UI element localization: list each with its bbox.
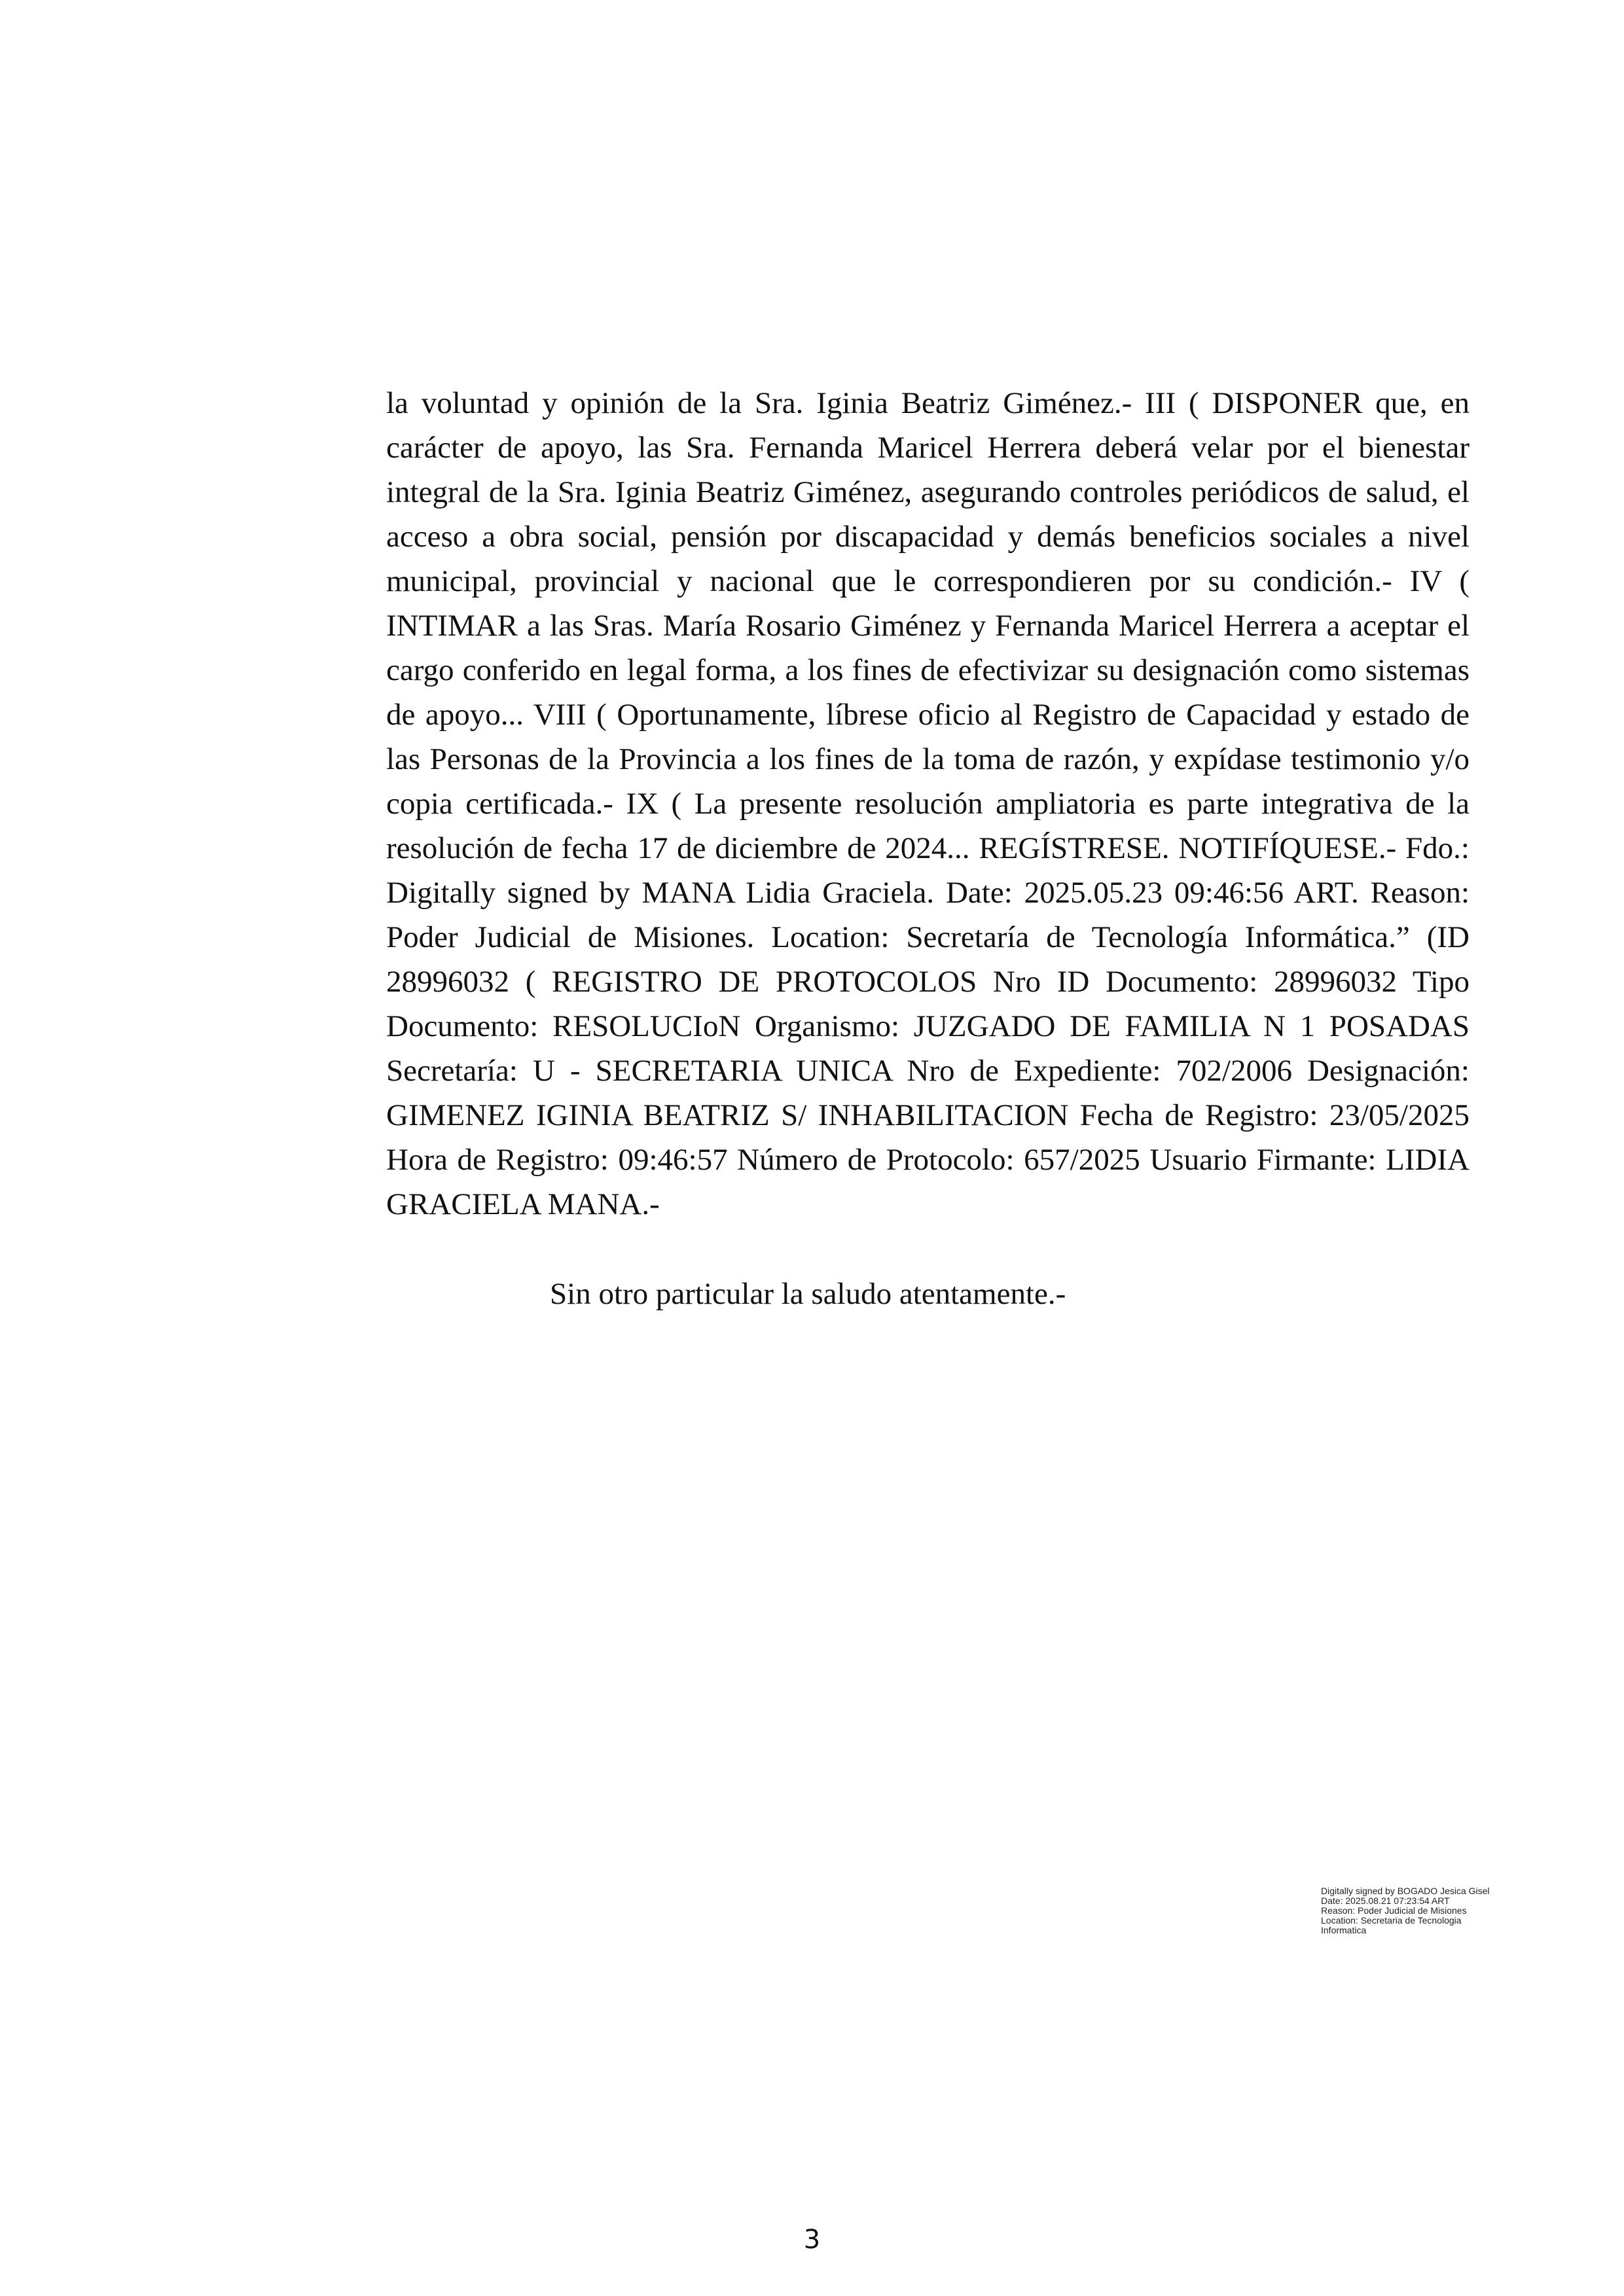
page-number: 3: [803, 2225, 821, 2255]
digital-signature-stamp: [1321, 1886, 1550, 1935]
signature-date: Date: 2025.08.21 07:23:54 ART: [1321, 1895, 1450, 1906]
signature-location: Location: Secretaria de Tecnologia: [1321, 1915, 1462, 1926]
signature-reason: Reason: Poder Judicial de Misiones: [1321, 1905, 1467, 1916]
body-paragraph: la voluntad y opinión de la Sra. Iginia Beatriz Giménez.- III ( DISPONER que, en carácter de apoyo, las Sra. Fernanda Maricel Herrera deberá velar por el bienestar integral de la Sra. Iginia Beatriz Giménez, asegurando controles periódicos de salud, el acceso a obra social, pensión por discapacidad y demás beneficios sociales a nivel municipal, provincial y nacional que le correspondieren por su condición.- IV ( INTIMAR a las Sras. María Rosario Giménez y Fernanda Maricel Herrera a aceptar el cargo conferido en legal forma, a los fines de efectivizar su designación como sistemas de apoyo... VIII ( Oportunamente, líbrese oficio al Registro de Capacidad y estado de las Personas de la Provincia a los fines de la toma de razón, y expídase testimonio y/o copia certificada.- IX ( La presente resolución ampliatoria es parte integrativa de la resolución de fecha 17 de diciembre de 2024... REGÍSTRESE. NOTIFÍQUESE.- Fdo.: Digitally signed by MANA Lidia Graciela. Date: 2025.05.23 09:46:56 ART. Reason: Poder Judicial de Misiones. Location: Secretaría de Tecnología Informática.” (ID 28996032 ( REGISTRO DE PROTOCOLOS Nro ID Documento: 28996032 Tipo Documento: RESOLUCIoN Organismo: JUZGADO DE FAMILIA N 1 POSADAS Secretaría: U - SECRETARIA UNICA Nro de Expediente: 702/2006 Designación: GIMENEZ IGINIA BEATRIZ S/ INHABILITACION Fecha de Registro: 23/05/2025 Hora de Registro: 09:46:57 Número de Protocolo: 657/2025 Usuario Firmante: LIDIA GRACIELA MANA.-: [386, 386, 1470, 1221]
closing-line: Sin otro particular la saludo atentamente.-: [550, 1277, 1066, 1311]
signature-location-cont: Informatica: [1321, 1925, 1367, 1935]
signature-signed-by: Digitally signed by BOGADO Jesica Gisel: [1321, 1886, 1490, 1896]
